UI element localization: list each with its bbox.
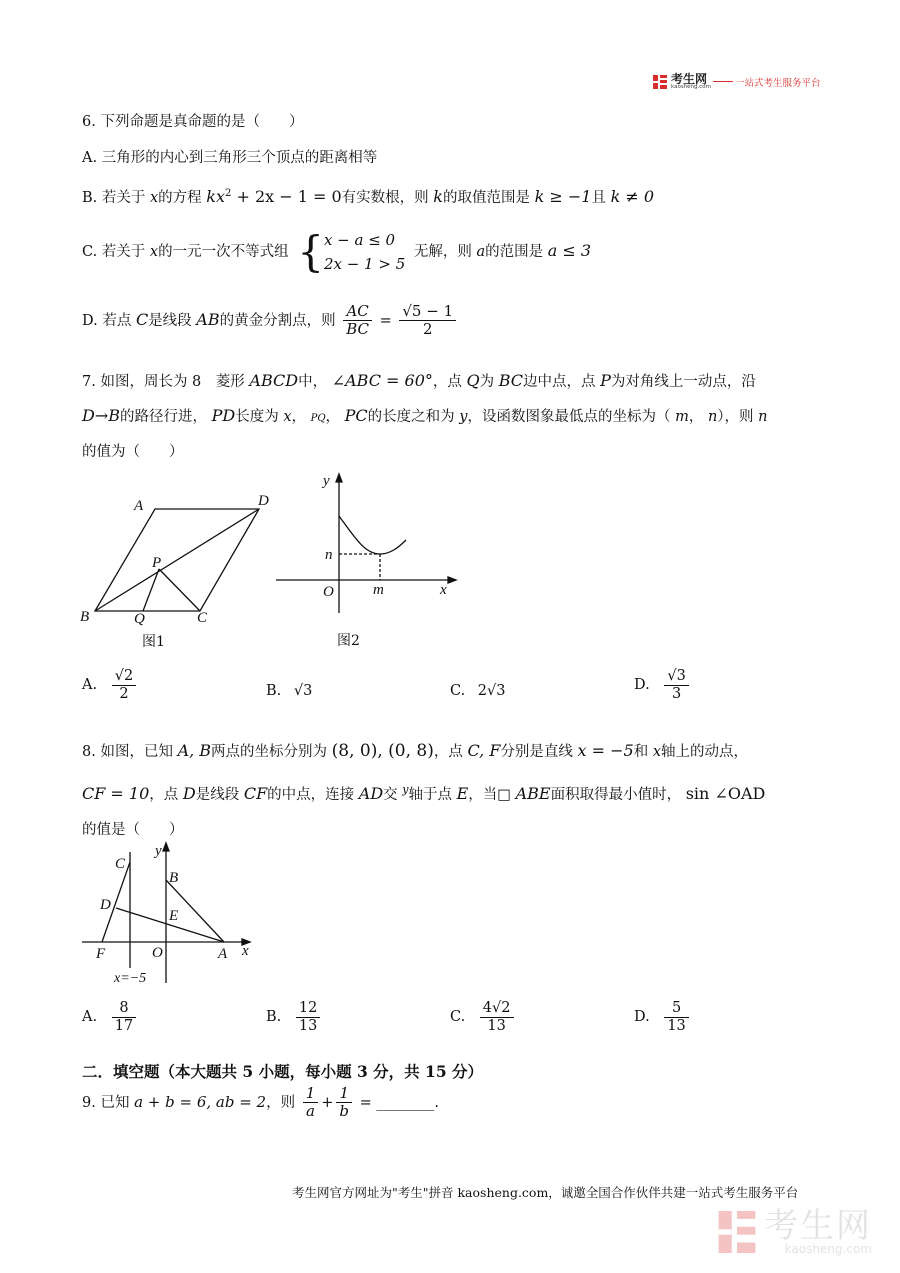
q8-figure [78,838,268,988]
header-logo [652,73,821,91]
watermark [716,1208,872,1256]
diagonal-bd [95,509,259,611]
q7-line1: 7. 如图，周长为 8 菱形 ABCD中， ∠ABC = 60°，点 Q为 BC边中点，点 P为对角线上一动点，沿 [82,371,756,390]
q7-option-a: A. $\frac{√2}{2}$ [82,668,139,702]
label-d: D [100,897,111,913]
q7-figure-2 [270,468,470,658]
label-q: Q [134,611,145,627]
label-x: x [440,582,447,598]
label-n: n [325,547,333,563]
label-a: A [218,946,228,962]
segment-pq [143,569,159,611]
figure-1-caption: 图1 [142,634,165,650]
label-e: E [169,908,179,924]
watermark-logo-icon [716,1208,758,1256]
brand-domain: kaosheng.com [671,84,712,90]
label-b: B [80,609,90,625]
watermark-brand: 考生网 [764,1206,872,1246]
q6-option-d: D. 若点 C是线段 AB的黄金分割点，则 $\frac{AC}{BC}$ = $\frac{√5 - 1}{2}$ [82,303,459,339]
q7-line2: D→B的路径行进， PD长度为 x， PQ， PC的长度之和为 y，设函数图象最低点的坐标为（ m， n），则 n [82,406,768,425]
label-c: C [197,610,208,626]
q8-option-a: A. $\frac{8}{17}$ [82,1000,139,1034]
q8-option-b: B. $\frac{12}{13}$ [266,1000,323,1034]
label-x: x [242,943,249,959]
footer-text: 考生网官方网址为"考生"拼音 kaosheng.com，诚邀全国合作伙伴共建一站式考生服务平台 [292,1185,799,1200]
figure-2-caption: 图2 [337,633,360,649]
q8-option-c: C. $\frac{4√2}{13}$ [450,1000,517,1034]
label-a: A [134,498,144,514]
y-axis-arrow [163,843,169,851]
x-axis-arrow [448,577,456,583]
label-b: B [169,870,179,886]
brand-name: 考生网 [671,72,708,86]
q7-option-b: B. √3 [266,683,313,699]
q7-line3: 的值为（ ） [82,444,184,460]
q8-option-d: D. $\frac{5}{13}$ [634,1000,692,1034]
q9: 9. 已知 a + b = 6, ab = 2，则 $\frac{1}{a}$ + $\frac{1}{b}$ = ________. [82,1084,439,1121]
q6-stem: 6. 下列命题是真命题的是（ ） [82,114,304,130]
q6-option-b: B. 若关于 x的方程 $kx^2 + 2x - 1 = 0$有实数根，则 k的取值范围是 k ≥ −1且 k ≠ 0 [82,187,655,206]
label-f: F [96,946,106,962]
y-axis-arrow [336,474,342,482]
section-2-title: 二．填空题（本大题共 5 小题，每小题 3 分，共 15 分） [82,1062,484,1081]
kaosheng-logo-icon [652,74,668,90]
inequality-system: { x − a ≤ 0 2x − 1 > 5 [297,227,406,276]
label-p: P [152,555,162,571]
label-o: O [152,945,163,961]
q7-option-d: D. $\frac{√3}{3}$ [634,668,692,702]
q8-line1: 8. 如图，已知 A, B两点的坐标分别为 (8, 0), (0, 8)，点 C, F分别是直线 x = −5和 x轴上的动点， [82,741,749,761]
watermark-domain: kaosheng.com [784,1242,872,1256]
q7-figure-1 [76,485,286,660]
segment-pc [159,569,200,611]
q6-option-a: A. 三角形的内心到三角形三个顶点的距离相等 [82,150,378,166]
label-d: D [258,493,269,509]
label-y: y [155,843,162,859]
label-m: m [373,582,384,598]
label-c: C [115,856,126,872]
function-curve [339,516,406,554]
label-line: x=−5 [114,971,147,986]
q6-option-c: C. 若关于 x的一元一次不等式组 { x − a ≤ 0 2x − 1 > 5 无解，则 a的范围是 a ≤ 3 [82,227,592,276]
logo-divider [713,81,733,82]
label-o: O [323,584,334,600]
brand-slogan: 一站式考生服务平台 [735,77,821,89]
q8-line2: CF = 10，点 D是线段 CF的中点，连接 AD交 $^y$轴于点 E，当□ ABE面积取得最小值时， sin ∠OAD [82,783,766,803]
label-y: y [323,473,330,489]
q7-option-c: C. 2√3 [450,683,506,699]
q8-line3: 的值是（ ） [82,822,184,838]
